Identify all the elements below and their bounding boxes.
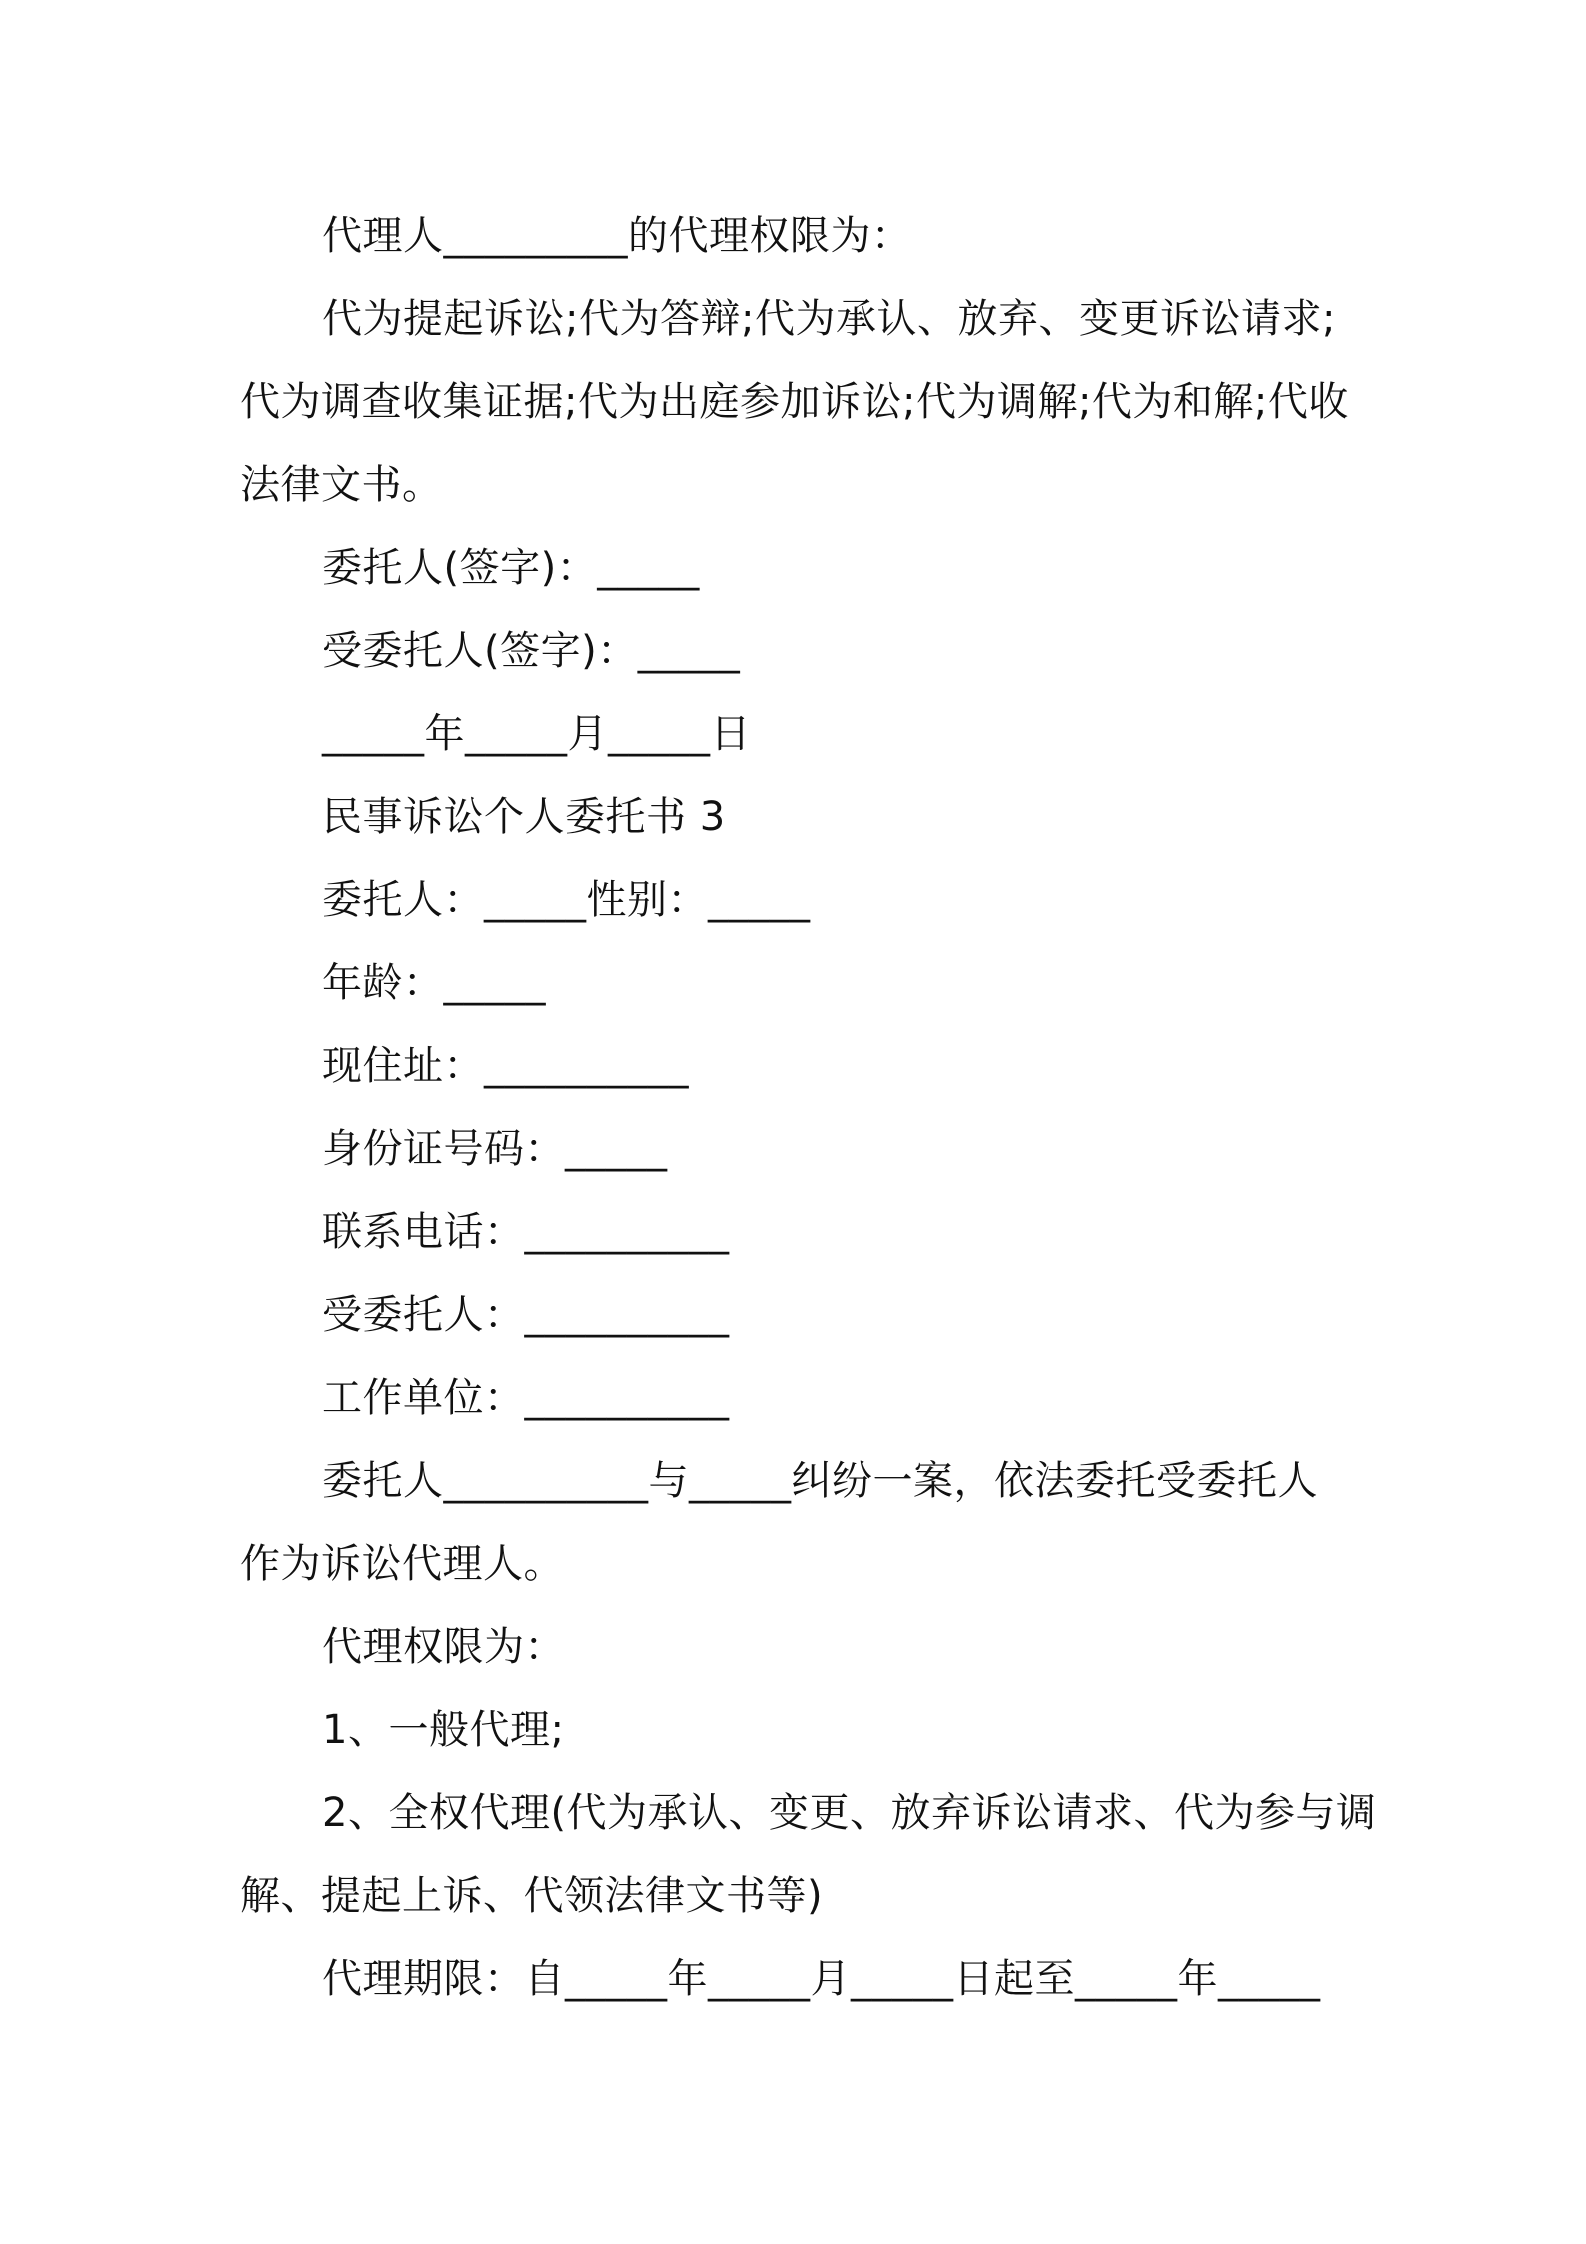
workplace-field: 工作单位：__________ [322,1375,730,1421]
authority-paragraph-line: 法律文书。 [240,462,443,508]
authority-option-general: 1、一般代理; [322,1707,565,1753]
date-line: _____年_____月_____日 [322,711,751,757]
principal-signature-line: 委托人(签字)：_____ [322,545,700,591]
agency-period-line: 代理期限：自_____年_____月_____日起至_____年_____ [322,1956,1321,2002]
address-field: 现住址：__________ [322,1043,689,1089]
principal-gender-field: 委托人：_____性别：_____ [322,877,811,923]
age-field: 年龄：_____ [322,960,546,1006]
phone-field: 联系电话：__________ [322,1209,730,1255]
document-body [240,195,1377,2021]
authority-scope-heading: 代理权限为： [322,1624,565,1670]
authority-option-full: 2、全权代理(代为承认、变更、放弃诉讼请求、代为参与调 [322,1790,1377,1836]
section-title: 民事诉讼个人委托书 3 [322,794,726,840]
agent-field: 受委托人：__________ [322,1292,730,1338]
authority-paragraph-line: 代为调查收集证据;代为出庭参加诉讼;代为调解;代为和解;代收 [240,379,1349,425]
case-paragraph-line: 委托人__________与_____纠纷一案，依法委托受委托人 [322,1458,1318,1504]
agent-signature-line: 受委托人(签字)：_____ [322,628,741,674]
agent-authority-heading: 代理人_________的代理权限为： [322,213,912,259]
authority-option-full-continued: 解、提起上诉、代领法律文书等) [240,1873,824,1919]
id-number-field: 身份证号码：_____ [322,1126,668,1172]
case-paragraph-line: 作为诉讼代理人。 [240,1541,564,1587]
authority-paragraph-line: 代为提起诉讼;代为答辩;代为承认、放弃、变更诉讼请求; [322,296,1336,342]
